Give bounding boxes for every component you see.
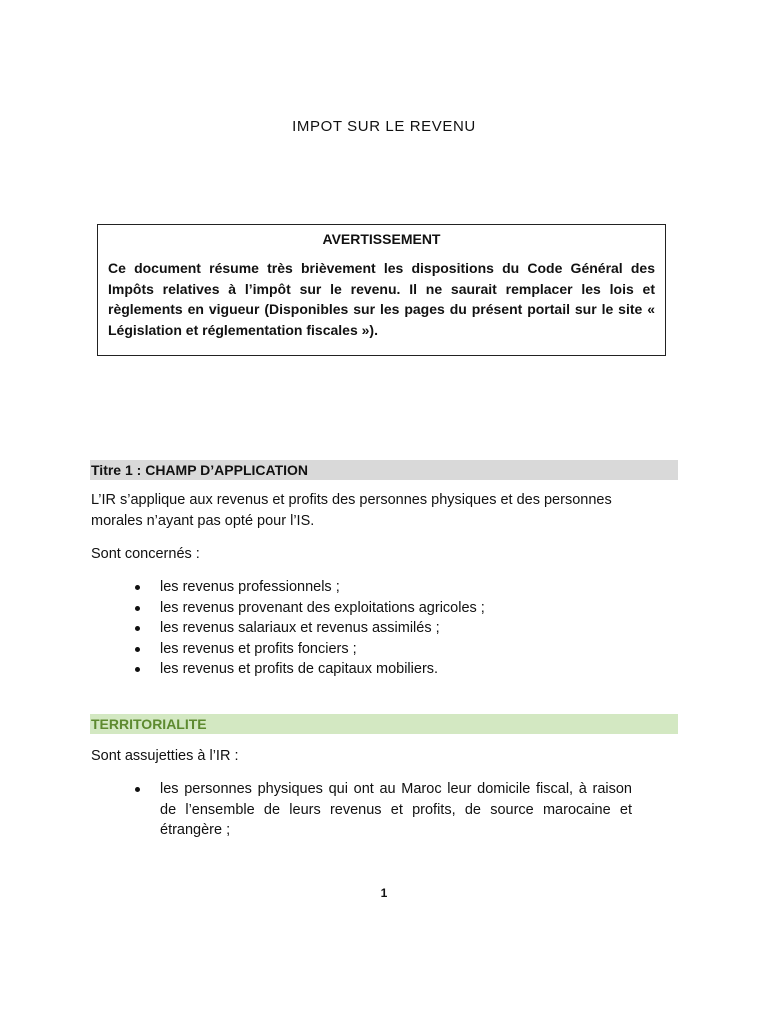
list-intro-assujetties: Sont assujetties à l’IR :: [91, 748, 239, 764]
revenue-types-list: [131, 577, 485, 680]
list-item: [131, 639, 485, 660]
list-item-text: les revenus salariaux et revenus assimilés ;: [160, 620, 440, 636]
bullet-dot-icon: [135, 626, 140, 631]
warning-text: Ce document résume très brièvement les dispositions du Code Général des Impôts relatives à l’impôt sur le revenu. Il ne saurait remplacer les lois et règlements en vigueur (Disponibles sur les pages du présent portail sur le site « Législation et réglementation fiscales »).: [108, 260, 655, 338]
bullet-dot-icon: [135, 787, 140, 792]
page-number: 1: [380, 886, 388, 900]
list-item-text: les personnes physiques qui ont au Maroc leur domicile fiscal, à raison de l’ensemble de leurs revenus et profits, de source marocaine et étrangère ;: [160, 781, 632, 838]
section-heading-territorialite: TERRITORIALITE: [90, 714, 678, 734]
section-heading-champ-application: Titre 1 : CHAMP D’APPLICATION: [90, 460, 678, 480]
taxable-persons-list: [131, 779, 632, 841]
list-item: [131, 618, 485, 639]
warning-title: AVERTISSEMENT: [322, 231, 441, 247]
bullet-dot-icon: [135, 606, 140, 611]
list-item-text: les revenus professionnels ;: [160, 579, 340, 595]
list-item-text: les revenus provenant des exploitations agricoles ;: [160, 599, 485, 616]
document-title: IMPOT SUR LE REVENU: [292, 118, 476, 135]
list-intro-concernes: Sont concernés :: [91, 546, 200, 562]
bullet-dot-icon: [135, 585, 140, 590]
list-item-text: les revenus et profits fonciers ;: [160, 640, 357, 657]
list-item: [131, 598, 485, 619]
list-item-text: les revenus et profits de capitaux mobiliers.: [160, 661, 439, 677]
list-item: [131, 779, 632, 841]
warning-box: [97, 224, 666, 356]
list-item: [131, 659, 485, 680]
bullet-dot-icon: [135, 667, 140, 672]
list-item: [131, 577, 485, 598]
bullet-dot-icon: [135, 647, 140, 652]
section-intro-paragraph: L’IR s’applique aux revenus et profits des personnes physiques et des personnes morales n’ayant pas opté pour l’IS.: [91, 492, 612, 529]
